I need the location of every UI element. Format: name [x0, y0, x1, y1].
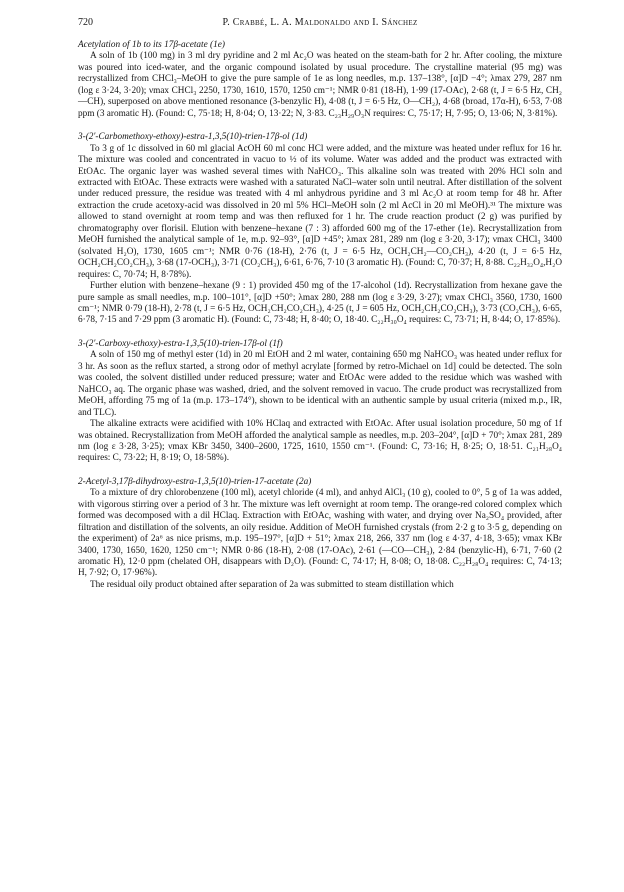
paragraph: A soln of 1b (100 mg) in 3 ml dry pyridine and 2 ml Ac₂O was heated on the steam-bath for 2 hr. After cooling, the mixture was poured into iced-water, and the organic compound isolated by usual procedure. The crystalline material (95 mg) was recrystallized from CHCl₃–MeOH to give the pure sample of 1e as long needles, m.p. 137–138°, [α]D −4°; λmax 279, 287 nm (log ε 3·24, 3·20); νmax CHCl₃ 2250, 1730, 1610, 1570, 1250 cm⁻¹; NMR 0·81 (18-H), 1·99 (17-OAc), 2·68 (t, J = 6·5 Hz, CH₂—CH), superposed on above mentioned resonance (3-benzylic H), 4·08 (t, J = 6·5 Hz, O—CH₂), 4·68 (broad, 17α-H), 6·53, 7·08 ppm (3 aromatic H). (Found: C, 75·18; H, 8·04; O, 13·22; N, 3·83. C₂₃H₂₉O₃N requires: C, 75·17; H, 7·95; O, 13·06; N, 3·81%).: [78, 51, 562, 119]
paragraph: Further elution with benzene–hexane (9 : 1) provided 450 mg of the 17-alcohol (1d). Recrystallization from hexane gave the pure sample as small needles, m.p. 100–101°, [α]D +50°; λmax 280, 288 nm (log ε 3·29, 3·27); νmax CHCl₃ 3560, 1730, 1600 cm⁻¹; NMR 0·79 (18-H), 2·78 (t, J = 6·5 Hz, OCH₂CH₂CO₂CH₃), 4·25 (t, J = 605 Hz, OCH₂CH₂CO₂CH₃), 3·73 (CO₂CH₃), 6·65, 6·78, 7·15 and 7·29 ppm (3 aromatic H). (Found: C, 73·48; H, 8·40; O, 18·40. C₂₂H₃₀O₄ requires: C, 73·71; H, 8·44; O, 17·85%).: [78, 281, 562, 326]
section-acetyl-dihydroxy: [78, 477, 562, 592]
paragraph: To a mixture of dry chlorobenzene (100 ml), acetyl chloride (4 ml), and anhyd AlCl₃ (10 g), cooled to 0°, 5 g of 1a was added, with vigorous stirring over a period of 3 hr. The mixture was left overnight at room temp. The orange-red colored complex which formed was decomposed with a dil HClaq. Extraction with EtOAc, washing with water, and drying over Na₂SO₄ provided, after filtration and distillation of the solvents, an oily residue. Addition of MeOH furnished crystals (from 2·2 g to 3·5 g, depending on the experiment) of 2a⁶ as nice prisms, m.p. 195–197°, [α]D + 51°; λmax 218, 266, 337 nm (log ε 4·37, 4·18, 3·65); νmax KBr 3400, 1730, 1650, 1620, 1250 cm⁻¹; NMR 0·86 (18-H), 2·08 (17-OAc), 2·61 (—CO—CH₃), 2·84 (benzylic-H), 6·71, 7·60 (2 aromatic H), 12·0 ppm (chelated OH, disappears with D₂O). (Found: C, 74·17; H, 8·08; O, 18·08. C₂₂H₂₈O₄ requires: C, 74·13; H, 7·92; O, 17·96%).: [78, 488, 562, 579]
paragraph: A soln of 150 mg of methyl ester (1d) in 20 ml EtOH and 2 ml water, containing 650 mg NaHCO₃ was heated under reflux for 3 hr. As soon as the reflux started, a strong odor of methyl acrylate [formed by retro-Michael on 1d] could be detected. The soln was cooled, the solvent distilled under reduced pressure; water and EtOAc were added to the residue which was washed with NaHCO₃ aq. The organic phase was washed, dried, and the solvent removed in vacuo. The crude product was recrystallized from MeOH, affording 75 mg of 1a (m.p. 173–174°), shown to be identical with an authentic sample by usual criteria (mixed m.p., IR, and TLC).: [78, 350, 562, 418]
section-heading: 3-(2′-Carbomethoxy-ethoxy)-estra-1,3,5(10)-trien-17β-ol (1d): [78, 132, 308, 143]
section-heading: 3-(2′-Carboxy-ethoxy)-estra-1,3,5(10)-trien-17β-ol (1f): [78, 338, 283, 349]
paragraph: The residual oily product obtained after separation of 2a was submitted to steam distillation which: [90, 579, 454, 590]
paragraph: The alkaline extracts were acidified with 10% HClaq and extracted with EtOAc. After usual isolation procedure, 50 mg of 1f was obtained. Recrystallization from MeOH afforded the analytical sample as needles, m.p. 203–204°, [α]D + 70°; λmax 281, 289 nm (log ε 3·28, 3·25); νmax KBr 3450, 3400–2600, 1725, 1610, 1550 cm⁻¹. (Found: C, 73·16; H, 8·25; O, 18·51. C₂₁H₂₈O₄ requires: C, 73·22; H, 8·19; O, 18·58%).: [78, 419, 562, 464]
section-carbomethoxy-ethoxy: [78, 132, 562, 327]
article-body: [78, 40, 562, 591]
section-heading: Acetylation of 1b to its 17β-acetate (1e): [78, 40, 225, 50]
running-head: P. Crabbé, L. A. Maldonaldo and I. Sánchez: [222, 17, 418, 28]
section-acetylation: [78, 40, 562, 120]
paragraph: To 3 g of 1c dissolved in 60 ml glacial AcOH 60 ml conc HCl were added, and the mixture was heated under reflux for 16 hr. The mixture was cooled and concentrated in vacuo to ½ of its volume. Water was added and the product was extracted with EtOAc. The organic layer was washed several times with NaHCO₃. This alkaline soln was treated with 20% HCl soln and extracted with EtOAc. These extracts were washed with a saturated NaCl–water soln until neutral. After distillation of the solvent under reduced pressure, the residue was treated with 4 ml anhydrous pyridine and 3 ml Ac₂O at room temp for 48 hr. After extraction the crude acetoxy-acid was dissolved in 20 ml 5% HCl–MeOH soln (2 ml AcCl in 20 ml MeOH).³¹ The mixture was allowed to stand overnight at room temp and was then refluxed for 1 hr. The crude reaction product (2 g) was purified by chromatography over florisil. Elution with benzene–hexane (7 : 3) afforded 600 mg of the 17-ether (1e). Recrystallization from MeOH furnished the analytical sample of 1e, m.p. 92–93°, [α]D +45°; λmax 281, 289 nm (log ε 3·20, 3·17); νmax CHCl₃ 3400 (solvated H₂O), 1730, 1605 cm⁻¹; NMR 0·76 (18-H), 2·76 (t, J = 6·5 Hz, OCH₂CH₂—CO₂CH₃), 4·20 (t, J = 6·5 Hz, OCH₂CH₂CO₂CH₃), 3·68 (17-OCH₃), 3·71 (CO₂CH₃), 6·61, 6·76, 7·10 (3 aromatic H). (Found: C, 70·37; H, 8·88. C₂₂H₃₂O₄,H₂O requires: C, 70·74; H, 8·78%).: [78, 143, 562, 280]
page-number: 720: [78, 17, 93, 28]
page-header: [78, 17, 562, 31]
section-heading: 2-Acetyl-3,17β-dihydroxy-estra-1,3,5(10)-trien-17-acetate (2a): [78, 476, 312, 487]
section-carboxy-ethoxy: [78, 339, 562, 465]
